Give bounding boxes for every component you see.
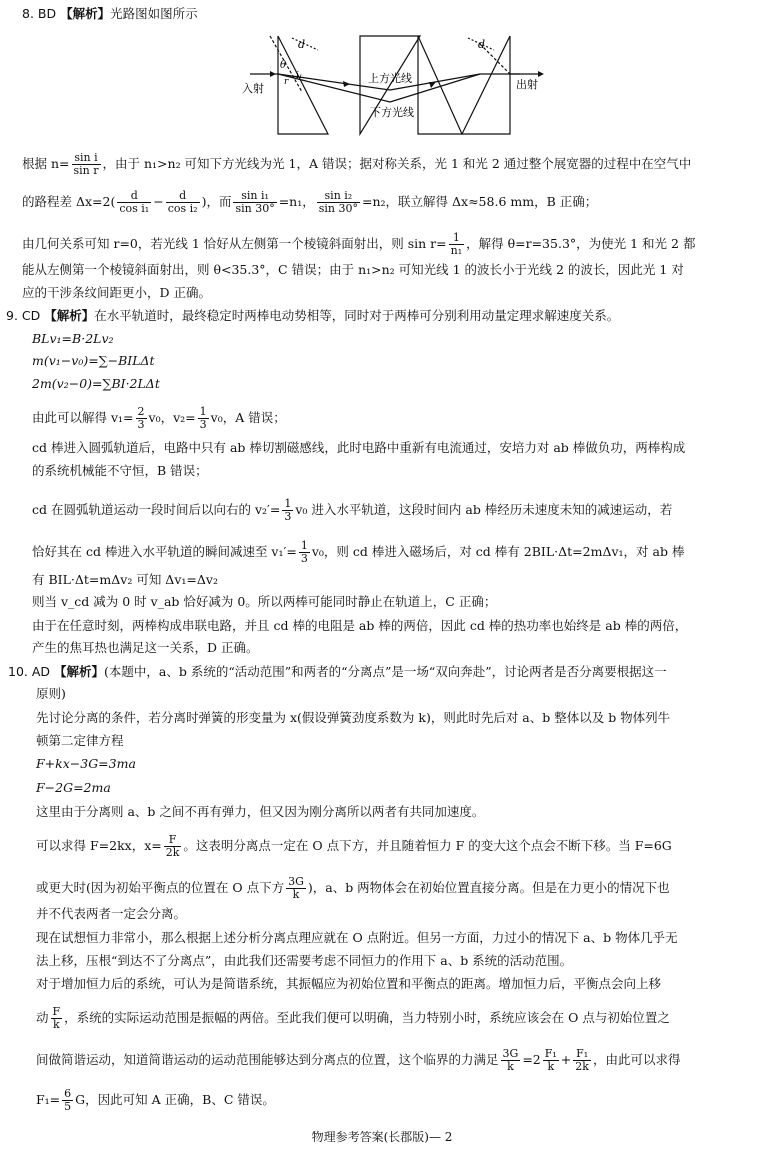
- q8-para-4: 能从左侧第一个棱镜斜面射出，则 θ<35.3°，C 错误；由于 n₁>n₂ 可知光线 1 的波长小于光线 2 的波长，因此光 1 对: [22, 262, 684, 277]
- q10-para-4: 可以求得 F=2kx，x= $\frac{F}{2k}$ 。这表明分离点一定在 O 点下方，并且随着恒力 F 的变大这个点会不断下移。当 F=6G: [36, 833, 672, 859]
- q9-para-4: cd 在圆弧轨道运动一段时间后以向右的 v₂′= $\frac{1}{3}$ v₀ 进入水平轨道，这段时间内 ab 棒经历未速度未知的减速运动，若: [32, 497, 673, 523]
- q9-para-8: 由于在任意时刻，两棒构成串联电路，并且 cd 棒的电阻是 ab 棒的两倍，因此 cd 棒的热功率也始终是 ab 棒的两倍，: [32, 618, 688, 633]
- middle-right-prism: [418, 36, 462, 134]
- d-label-left: d: [298, 38, 306, 51]
- q9-eq-3: 2m(v₂−0)=∑BI·2LΔt: [32, 376, 160, 391]
- q8-para-3: 由几何关系可知 r=0，若光线 1 恰好从左侧第一个棱镜斜面射出，则 sin r= $\frac{1}{\text{n₁}}$ ，解得 θ=r=35.3°，为使光 1 和光 2 都: [22, 231, 696, 257]
- page-footer: 物理参考答案(长郡版)— 2: [311, 1130, 453, 1144]
- exit-label: 出射: [516, 78, 538, 91]
- q10-eq-1: F+kx−3G=3ma: [36, 756, 136, 771]
- d-label-right: d: [478, 38, 486, 51]
- optical-path-diagram: [240, 32, 560, 142]
- q8-heading: 8. BD 【解析】光路图如图所示: [22, 6, 198, 21]
- i1-label: i₁: [296, 71, 303, 81]
- q9-para-2: cd 棒进入圆弧轨道后，电路中只有 ab 棒切割磁感线，此时电路中重新有电流通过，安培力对 ab 棒做负功，两棒构成: [32, 440, 686, 455]
- q10-para-10: 动 $\frac{F}{k}$ ，系统的实际运动范围是振幅的两倍。至此我们便可以明确，当力特别小时，系统应该会在 O 点与初始位置之: [36, 1005, 670, 1031]
- q10-heading: 10. AD 【解析】(本题中，a、b 系统的“活动范围”和两者的“分离点”是一场“双向奔赴”，讨论两者是否分离要根据这一: [8, 664, 667, 679]
- q9-para-7: 则当 v_cd 减为 0 时 v_ab 恰好减为 0。所以两棒可能同时静止在轨道上，C 正确；: [32, 594, 497, 609]
- theta-label: θ: [280, 60, 287, 71]
- q9-eq-2: m(v₁−v₀)=∑−BILΔt: [32, 353, 155, 368]
- q9-para-6: 有 BIL·Δt=mΔv₂ 可知 Δv₁=Δv₂: [32, 572, 218, 587]
- q9-para-1: 由此可以解得 v₁= $\frac{2}{3}$ v₀，v₂= $\frac{1}{3}$ v₀，A 错误；: [32, 405, 286, 431]
- q10-heading-cont: 原则): [36, 686, 66, 701]
- q9-para-3: 的系统机械能不守恒，B 错误；: [32, 463, 208, 478]
- q10-para-6: 并不代表两者一定会分离。: [36, 906, 187, 921]
- q9-eq-1: BLv₁=B·2Lv₂: [32, 331, 114, 346]
- q10-eq-2: F−2G=2ma: [36, 780, 111, 795]
- right-prism: [462, 36, 510, 134]
- ray-arrow-2: [429, 82, 436, 88]
- q10-para-1: 先讨论分离的条件，若分离时弹簧的形变量为 x(假设弹簧劲度系数为 k)，则此时先后对 a、b 整体以及 b 物体列牛: [36, 710, 671, 725]
- lower-ray-label: 下方光线: [370, 106, 414, 119]
- middle-left-prism: [360, 36, 420, 134]
- incident-label: 入射: [242, 82, 264, 95]
- in-arrow: [270, 71, 276, 77]
- q10-para-2: 顿第二定律方程: [36, 733, 124, 748]
- q8-para-1: 根据 n= $\frac{\text{sin i}}{\text{sin r}}$ ，由于 n₁>n₂ 可知下方光线为光 1，A 错误；据对称关系，光 1 和光 2 通过整个展宽器的过程中在空气中: [22, 151, 692, 177]
- r-label: r: [284, 77, 289, 87]
- q10-para-12: F₁= $\frac{6}{5}$ G，因此可知 A 正确，B、C 错误。: [36, 1087, 275, 1113]
- q9-heading: 9. CD 【解析】在水平轨道时，最终稳定时两棒电动势相等，同时对于两棒可分别利用动量定理求解速度关系。: [6, 308, 620, 323]
- q10-para-8: 法上移，压根“到达不了分离点”，由此我们还需要考虑不同恒力的作用下 a、b 系统的活动范围。: [36, 953, 573, 968]
- q10-para-5: 或更大时(因为初始平衡点的位置在 O 点下方 $\frac{3G}{k}$ )，a、b 两物体会在初始位置直接分离。但是在力更小的情况下也: [36, 875, 670, 901]
- q8-para-5: 应的干涉条纹间距更小，D 正确。: [22, 285, 211, 300]
- ray-arrow-1: [343, 81, 350, 87]
- q8-para-2: 的路程差 Δx=2( $\frac{d}{\text{cos i₁}}$ − $\frac{d}{\text{cos i₂}}$ )，而 $\frac{\text{sin i₁}}{\sin 30^\circ}$ =n₁， $\frac{\text{sin i₂}}{\sin 30^\circ}$ =n₂，联立解得 Δx≈58.6 mm，B 正确；: [22, 189, 598, 215]
- fraction: $\frac{\text{sin i}}{\text{sin r}}$: [73, 151, 99, 177]
- q10-para-7: 现在试想恒力非常小，那么根据上述分析分离点理应就在 O 点附近。但另一方面，力过小的情况下 a、b 物体几乎无: [36, 930, 678, 945]
- q9-para-9: 产生的焦耳热也满足这一关系，D 正确。: [32, 640, 259, 655]
- q10-para-3: 这里由于分离则 a、b 之间不再有弹力，但又因为刚分离所以两者有共同加速度。: [36, 804, 485, 819]
- upper-ray-label: 上方光线: [368, 72, 412, 85]
- out-arrow: [538, 71, 544, 77]
- q9-para-5: 恰好其在 cd 棒进入水平轨道的瞬间减速至 v₁′= $\frac{1}{3}$ v₀，则 cd 棒进入磁场后，对 cd 棒有 2BIL·Δt=2mΔv₁，对 ab 棒: [32, 539, 685, 565]
- q10-para-11: 间做简谐运动，知道简谐运动的运动范围能够达到分离点的位置，这个临界的力满足 $\frac{3G}{k}$ =2 $\frac{\text{F₁}}{k}$ + $\frac{\text{F₁}}{2k}$ ，由此可以求得: [36, 1047, 681, 1073]
- q10-para-9: 对于增加恒力后的系统，可认为是简谐系统，其振幅应为初始位置和平衡点的距离。增加恒力后，平衡点会向上移: [36, 976, 662, 991]
